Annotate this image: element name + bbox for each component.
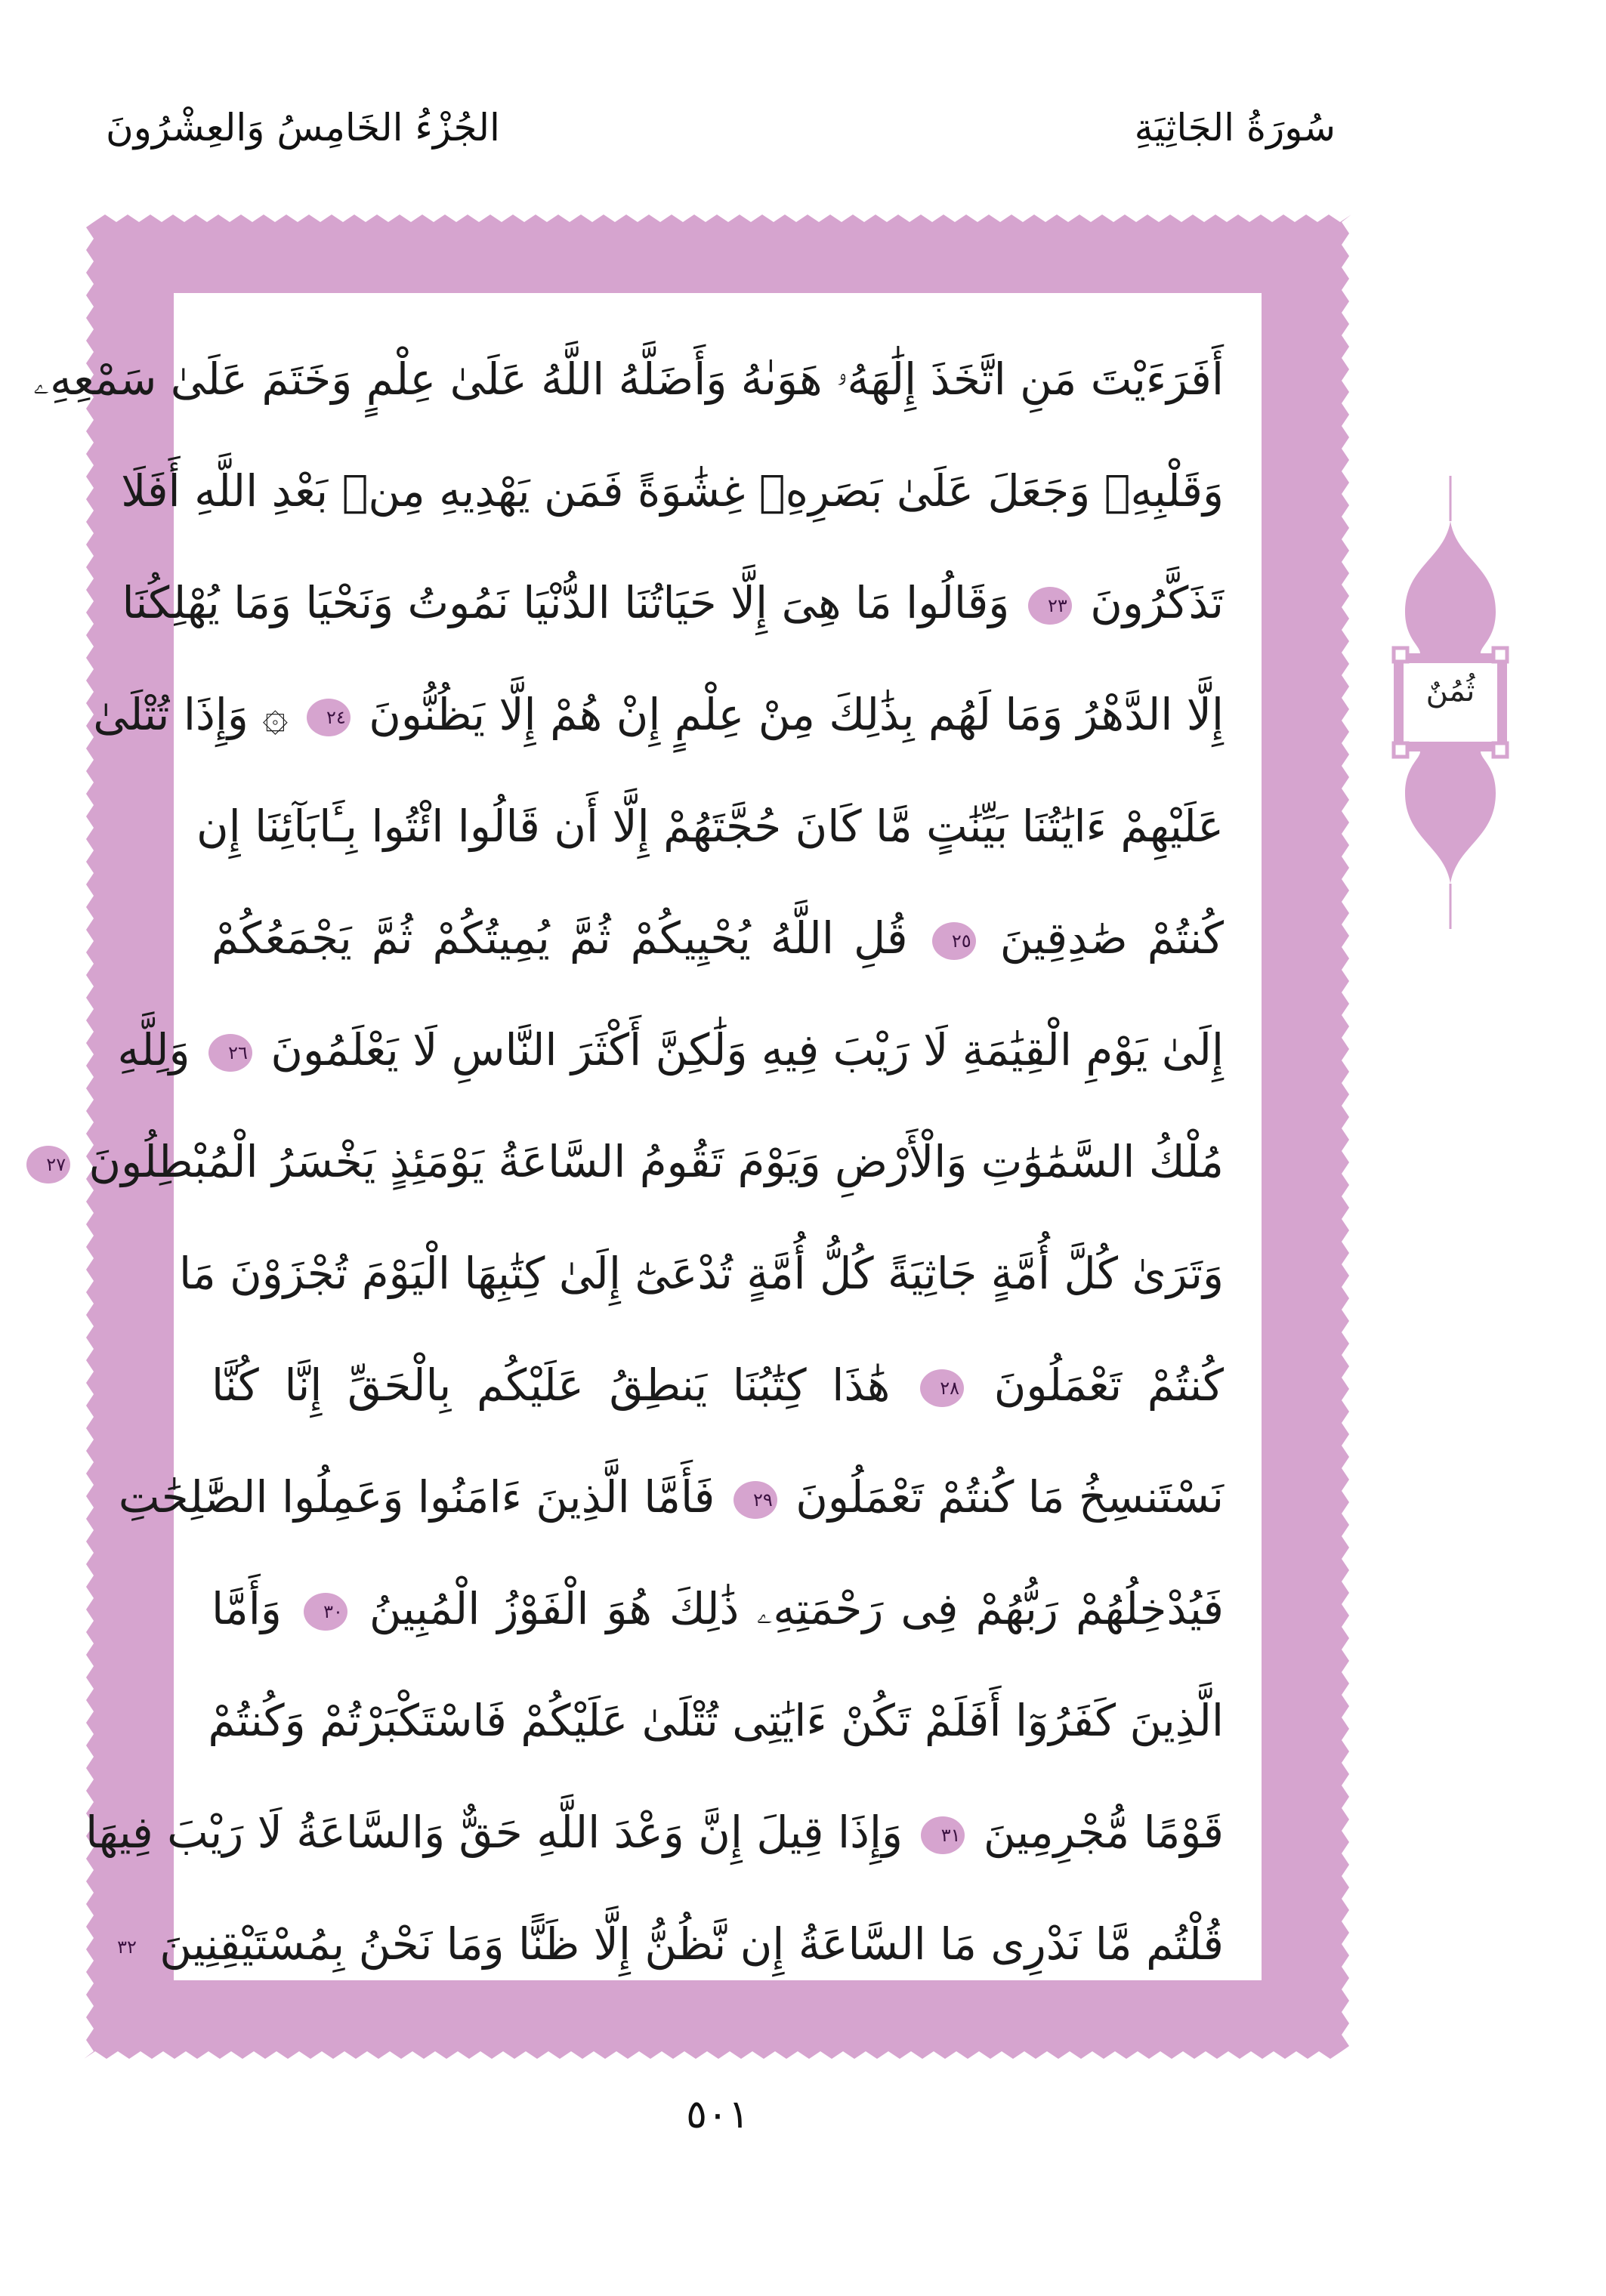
ayah-number-marker: ٢٥ xyxy=(932,922,976,960)
verse-text: عَلَيْهِمْ ءَايَٰتُنَا بَيِّنَٰتٍ مَّا كَانَ حُجَّتَهُمْ إِلَّا أَن قَالُوا ائْتُوا بِـَٔابَآئِنَا إِن xyxy=(196,801,1224,852)
ayah-number-marker: ٢٧ xyxy=(26,1146,70,1183)
quran-text-area xyxy=(33,293,1262,1980)
verse-text: وَقَالُوا مَا هِىَ إِلَّا حَيَاتُنَا الدُّنْيَا نَمُوتُ وَنَحْيَا وَمَا يُهْلِكُنَا xyxy=(122,577,1010,628)
verse-text: الَّذِينَ كَفَرُوٓا أَفَلَمْ تَكُنْ ءَايَٰتِى تُتْلَىٰ عَلَيْكُمْ فَاسْتَكْبَرْتُمْ وَكُنتُمْ xyxy=(208,1695,1224,1746)
ayah-number-marker: ٣١ xyxy=(921,1816,965,1854)
text-line xyxy=(117,1888,1224,2000)
thumun-label: ثُمُنٌ xyxy=(1425,674,1475,708)
verse-text: وَقَلْبِهِۦ وَجَعَلَ عَلَىٰ بَصَرِهِۦ غِشَٰوَةً فَمَن يَهْدِيهِ مِنۢ بَعْدِ اللَّهِ أَفَلَا xyxy=(121,465,1224,517)
text-line xyxy=(93,659,1224,770)
text-line xyxy=(46,1106,1224,1217)
text-line xyxy=(121,435,1224,547)
surah-name-header: سُورَةُ الجَاثِيَةِ xyxy=(1134,106,1336,150)
verse-text: فَيُدْخِلُهُمْ رَبُّهُمْ فِى رَحْمَتِهِۦ ذَٰلِكَ هُوَ الْفَوْزُ الْمُبِينُ xyxy=(369,1583,1225,1634)
text-line xyxy=(178,1217,1224,1329)
verse-text: مُلْكُ السَّمَٰوَٰتِ وَالْأَرْضِ وَيَوْمَ تَقُومُ السَّاعَةُ يَوْمَئِذٍ يَخْسَرُ الْمُبْطِلُونَ xyxy=(88,1136,1224,1187)
ayah-number-marker: ٢٨ xyxy=(920,1369,964,1407)
verse-text: إِلَّا الدَّهْرُ وَمَا لَهُم بِذَٰلِكَ مِنْ عِلْمٍ إِنْ هُمْ إِلَّا يَظُنُّونَ xyxy=(369,689,1224,740)
text-line xyxy=(85,1776,1224,1888)
verse-text: أَفَرَءَيْتَ مَنِ اتَّخَذَ إِلَٰهَهُۥ هَوَىٰهُ وَأَضَلَّهُ اللَّهُ عَلَىٰ عِلْمٍ وَخَتَمَ عَلَىٰ سَمْعِهِۦ xyxy=(33,353,1224,405)
verse-text: كُنتُمْ تَعْمَلُونَ xyxy=(993,1359,1224,1411)
ayah-number-marker: ٣٠ xyxy=(304,1593,347,1631)
verse-text: قَوْمًا مُّجْرِمِينَ xyxy=(983,1807,1224,1858)
verse-text: قُلِ اللَّهُ يُحْيِيكُمْ ثُمَّ يُمِيتُكُمْ ثُمَّ يَجْمَعُكُمْ xyxy=(212,912,908,964)
ayah-number-marker: ٢٣ xyxy=(1028,587,1072,625)
text-line xyxy=(208,1665,1224,1776)
page-frame xyxy=(33,211,1352,2062)
verse-text: كُنتُمْ صَٰدِقِينَ xyxy=(999,912,1225,964)
verse-text: نَسْتَنسِخُ مَا كُنتُمْ تَعْمَلُونَ xyxy=(795,1471,1224,1523)
verse-text: تَذَكَّرُونَ xyxy=(1090,577,1224,628)
ayah-number-marker: ٢٩ xyxy=(734,1481,777,1519)
verse-text: وَلِلَّهِ xyxy=(117,1024,190,1075)
verse-text: إِلَىٰ يَوْمِ الْقِيَٰمَةِ لَا رَيْبَ فِيهِ وَلَٰكِنَّ أَكْثَرَ النَّاسِ لَا يَعْلَمُونَ xyxy=(270,1024,1224,1075)
text-line xyxy=(212,1329,1224,1441)
text-line xyxy=(212,882,1224,994)
page-number: ٥٠١ xyxy=(686,2092,749,2137)
text-line xyxy=(33,323,1224,435)
verse-text: وَتَرَىٰ كُلَّ أُمَّةٍ جَاثِيَةً كُلُّ أُمَّةٍ تُدْعَىٰٓ إِلَىٰ كِتَٰبِهَا الْيَوْمَ تُجْزَوْنَ مَا xyxy=(178,1248,1224,1299)
verse-text: ۞ وَإِذَا تُتْلَىٰ xyxy=(93,689,289,740)
text-line xyxy=(118,1441,1224,1553)
verse-text: وَإِذَا قِيلَ إِنَّ وَعْدَ اللَّهِ حَقٌّ وَالسَّاعَةُ لَا رَيْبَ فِيهَا xyxy=(85,1807,903,1858)
ayah-number-marker: ٢٦ xyxy=(208,1034,252,1072)
verse-text: هَٰذَا كِتَٰبُنَا يَنطِقُ عَلَيْكُم بِالْحَقِّ إِنَّا كُنَّا xyxy=(212,1359,891,1411)
text-line xyxy=(196,770,1224,882)
verse-text: قُلْتُم مَّا نَدْرِى مَا السَّاعَةُ إِن نَّظُنُّ إِلَّا ظَنًّا وَمَا نَحْنُ بِمُسْتَيْقِنِينَ xyxy=(159,1918,1224,1970)
text-line xyxy=(212,1553,1224,1665)
thumun-marker xyxy=(1375,476,1526,929)
ayah-number-marker: ٣٢ xyxy=(97,1928,141,1966)
juz-name-header: الجُزْءُ الخَامِسُ وَالعِشْرُونَ xyxy=(106,106,500,150)
verse-text: فَأَمَّا الَّذِينَ ءَامَنُوا وَعَمِلُوا الصَّٰلِحَٰتِ xyxy=(118,1471,715,1523)
text-line xyxy=(117,994,1224,1106)
ayah-number-marker: ٢٤ xyxy=(307,699,351,736)
text-line xyxy=(122,547,1224,659)
verse-text: وَأَمَّا xyxy=(212,1583,282,1634)
